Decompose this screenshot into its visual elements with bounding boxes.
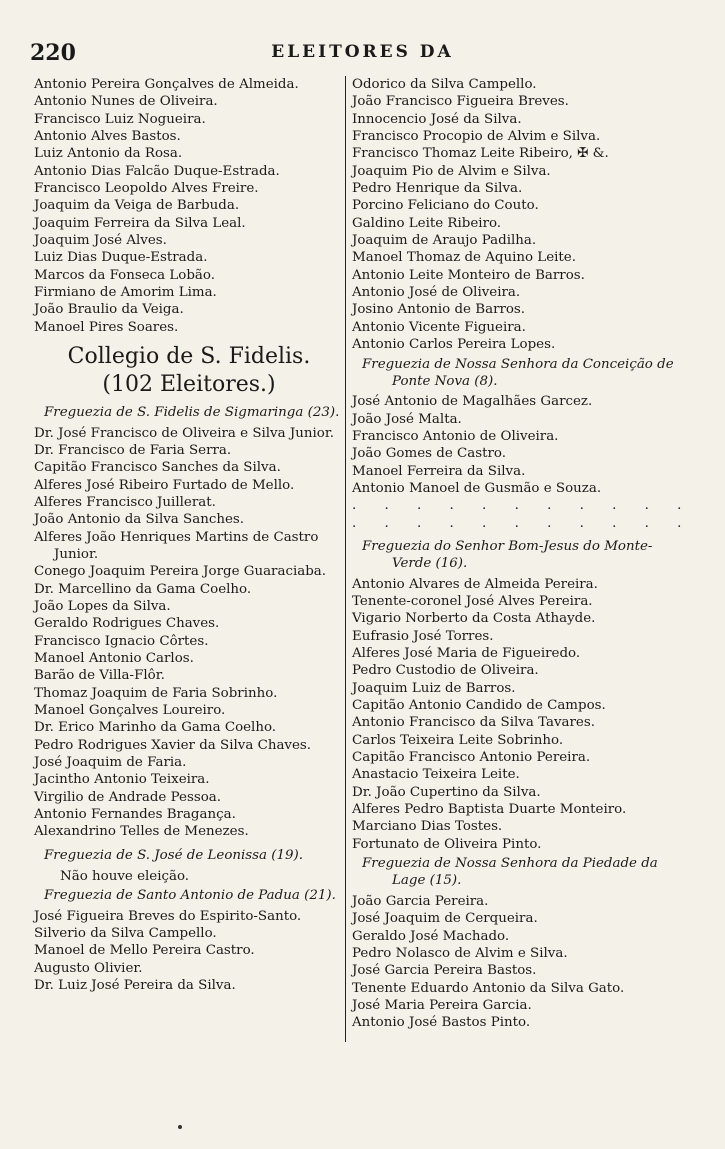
parish-heading: Freguezia de Santo Antonio de Padua (21). (44, 888, 336, 904)
elector-name: Antonio José Bastos Pinto. (352, 1015, 531, 1031)
elector-name: José Joaquim de Faria. (34, 755, 187, 771)
elector-name: José Garcia Pereira Bastos. (352, 963, 537, 979)
elector-name: José Antonio de Magalhães Garcez. (352, 394, 593, 410)
elector-name: Alferes José Ribeiro Furtado de Mello. (34, 477, 295, 493)
elector-name: Galdino Leite Ribeiro. (352, 215, 502, 231)
elector-name: José Figueira Breves do Espirito-Santo. (34, 908, 302, 924)
elector-name: João Garcia Pereira. (352, 893, 489, 909)
elector-name: Pedro Henrique da Silva. (352, 181, 523, 197)
elector-name: Firmiano de Amorim Lima. (34, 285, 217, 301)
elector-name: Antonio Manoel de Gusmão e Souza. (352, 480, 602, 496)
elector-name: Geraldo José Machado. (352, 928, 510, 944)
elector-list (352, 76, 688, 354)
elector-name: Carlos Teixeira Leite Sobrinho. (352, 732, 564, 748)
elector-name: Pedro Custodio de Oliveira. (352, 663, 539, 679)
parish-heading: Freguezia de S. José de Leonissa (19). (44, 847, 304, 863)
elector-name: Alexandrino Telles de Menezes. (34, 824, 249, 840)
elector-name: Silverio da Silva Campello. (34, 926, 217, 942)
elector-name: Manoel Gonçalves Loureiro. (34, 703, 226, 718)
elector-name: Joaquim de Araujo Padilha. (352, 233, 537, 249)
elector-name: Joaquim Ferreira da Silva Leal. (34, 215, 246, 231)
elector-name: Francisco Antonio de Oliveira. (352, 428, 559, 444)
elector-name: Marcos da Fonseca Lobão. (34, 267, 215, 283)
elector-name: Augusto Olivier. (34, 960, 143, 976)
elector-name: Barão de Villa-Flôr. (34, 668, 165, 684)
elector-list (34, 76, 344, 336)
elector-name: João Gomes de Castro. (352, 446, 506, 462)
elector-name: Dr. João Cupertino da Silva. (352, 784, 541, 800)
left-column (34, 76, 344, 995)
elector-name: Luiz Dias Duque-Estrada. (34, 250, 208, 266)
elector-name: Antonio Nunes de Oliveira. (34, 94, 218, 110)
elector-name: Luiz Antonio da Rosa. (34, 146, 183, 162)
elector-name: Manoel Pires Soares. (34, 319, 179, 335)
parish-heading: Freguezia de Nossa Senhora da Piedade da Lage (15). (362, 856, 658, 889)
elector-name: Alferes João Henriques Martins de Castro Junior. (34, 529, 319, 562)
college-title: Collegio de S. Fidelis. (67, 344, 311, 370)
page-number: 220 (30, 40, 76, 66)
elector-name: João Antonio da Silva Sanches. (34, 512, 245, 528)
parish-heading: Freguezia do Senhor Bom-Jesus do Monte-Verde (16). (362, 538, 653, 572)
elector-list (34, 908, 344, 995)
college-count: (102 Eleitores.) (102, 372, 276, 398)
elector-name: Antonio Vicente Figueira. (352, 319, 526, 335)
elector-name: Francisco Luiz Nogueira. (34, 111, 206, 127)
elector-name: João Lopes da Silva. (34, 598, 171, 614)
elector-name: Josino Antonio de Barros. (352, 302, 526, 318)
elector-name: Capitão Francisco Sanches da Silva. (34, 460, 281, 476)
column-divider (345, 76, 346, 1042)
elector-name: Anastacio Teixeira Leite. (352, 767, 520, 783)
elector-name: Marciano Dias Tostes. (352, 819, 503, 835)
elector-name: José Maria Pereira Garcia. (352, 997, 532, 1013)
ellipsis-row: . . . . . . . . . . . (352, 498, 694, 514)
elector-name: Antonio Alves Bastos. (34, 129, 181, 145)
elector-name: Antonio Fernandes Bragança. (34, 807, 236, 823)
elector-name: Dr. José Francisco de Oliveira e Silva Junior. (34, 425, 335, 441)
elector-name: Conego Joaquim Pereira Jorge Guaraciaba. (34, 564, 327, 580)
elector-name: Manoel Antonio Carlos. (34, 650, 194, 666)
elector-name: Virgilio de Andrade Pessoa. (34, 789, 221, 805)
elector-name: Antonio Leite Monteiro de Barros. (352, 267, 585, 283)
parish-heading: Freguezia de S. Fidelis de Sigmaringa (23). (44, 405, 340, 421)
elector-name: Pedro Nolasco de Alvim e Silva. (352, 945, 568, 961)
elector-list (352, 576, 688, 854)
elector-name: José Joaquim de Cerqueira. (352, 911, 538, 927)
ellipsis-row: . . . . . . . . . . . (352, 515, 694, 531)
elector-list (352, 893, 688, 1032)
elector-name: João Francisco Figueira Breves. (352, 94, 569, 110)
elector-name: Dr. Erico Marinho da Gama Coelho. (34, 720, 277, 736)
elector-name: Geraldo Rodrigues Chaves. (34, 616, 220, 632)
elector-name: Alferes Francisco Juillerat. (34, 494, 216, 510)
elector-name: Eufrasio José Torres. (352, 628, 494, 644)
elector-name: Tenente Eduardo Antonio da Silva Gato. (352, 980, 625, 996)
elector-name: Fortunato de Oliveira Pinto. (352, 836, 542, 852)
right-column (352, 76, 694, 1032)
elector-name: Francisco Procopio de Alvim e Silva. (352, 129, 601, 145)
parish-heading: Freguezia de Nossa Senhora da Conceição de Ponte Nova (8). (362, 356, 674, 389)
elector-name: Dr. Luiz José Pereira da Silva. (34, 978, 236, 994)
elector-name: Francisco Thomaz Leite Ribeiro, ✠ &. (352, 146, 609, 162)
elector-name: Antonio Alvares de Almeida Pereira. (352, 576, 598, 592)
elector-name: Manoel Ferreira da Silva. (352, 463, 526, 479)
elector-name: Pedro Rodrigues Xavier da Silva Chaves. (34, 737, 312, 753)
elector-name: Odorico da Silva Campello. (352, 77, 537, 92)
elector-name: Capitão Francisco Antonio Pereira. (352, 750, 591, 766)
elector-name: Joaquim Luiz de Barros. (352, 680, 516, 696)
elector-name: Alferes José Maria de Figueiredo. (352, 646, 581, 661)
elector-name: Dr. Marcellino da Gama Coelho. (34, 581, 252, 597)
elector-name: Capitão Antonio Candido de Campos. (352, 698, 606, 714)
parish-note: Não houve eleição. (60, 869, 190, 885)
elector-name: Antonio Francisco da Silva Tavares. (352, 715, 595, 731)
elector-name: Porcino Feliciano do Couto. (352, 198, 539, 214)
elector-name: Thomaz Joaquim de Faria Sobrinho. (34, 685, 278, 701)
elector-name: Joaquim José Alves. (34, 233, 167, 249)
elector-list (34, 425, 344, 841)
elector-name: Manoel Thomaz de Aquino Leite. (352, 250, 576, 266)
elector-name: Antonio José de Oliveira. (352, 285, 521, 301)
elector-name: Antonio Pereira Gonçalves de Almeida. (34, 77, 299, 92)
elector-name: Joaquim da Veiga de Barbuda. (34, 198, 240, 214)
elector-name: Antonio Carlos Pereira Lopes. (352, 337, 556, 353)
running-head: ELEITORES DA (271, 42, 454, 62)
elector-name: Francisco Ignacio Côrtes. (34, 633, 209, 649)
elector-name: Alferes Pedro Baptista Duarte Monteiro. (352, 802, 627, 818)
elector-name: Manoel de Mello Pereira Castro. (34, 943, 255, 959)
elector-list (352, 393, 688, 497)
elector-name: Jacintho Antonio Teixeira. (34, 772, 210, 788)
print-mark (178, 1125, 182, 1129)
elector-name: Joaquim Pio de Alvim e Silva. (352, 163, 551, 179)
elector-name: João Braulio da Veiga. (34, 302, 184, 318)
elector-name: João José Malta. (352, 411, 462, 427)
elector-name: Vigario Norberto da Costa Athayde. (352, 611, 596, 627)
elector-name: Antonio Dias Falcão Duque-Estrada. (34, 163, 280, 179)
elector-name: Innocencio José da Silva. (352, 111, 522, 127)
elector-name: Tenente-coronel José Alves Pereira. (352, 593, 593, 609)
elector-name: Dr. Francisco de Faria Serra. (34, 442, 232, 458)
elector-name: Francisco Leopoldo Alves Freire. (34, 181, 259, 197)
